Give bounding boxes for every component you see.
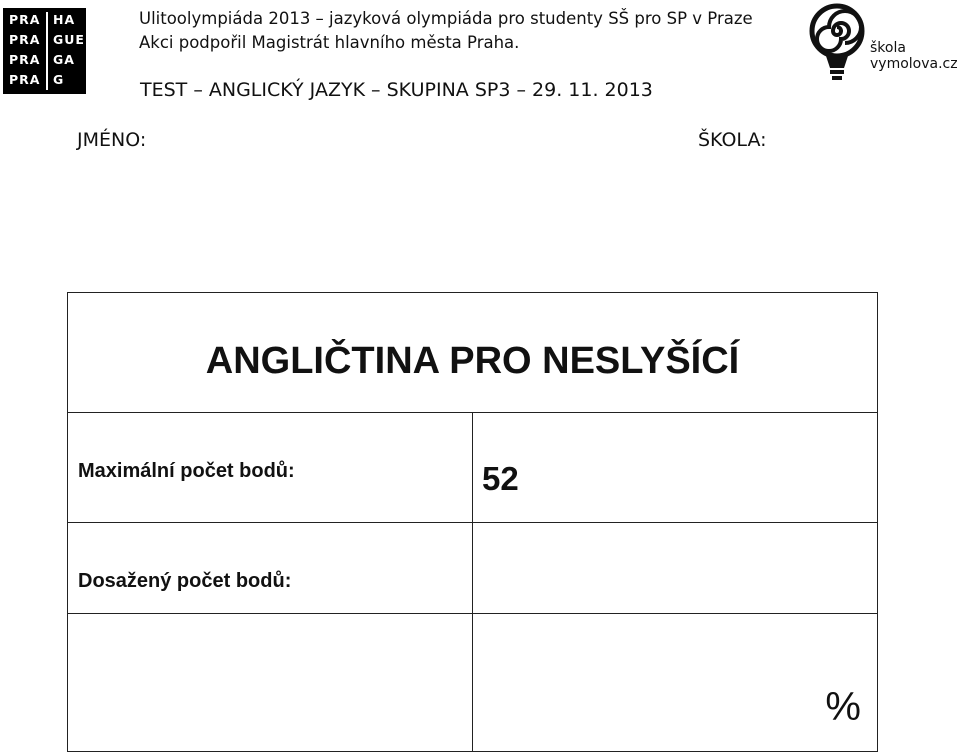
praha-logo <box>3 8 86 94</box>
school-logo-text: vymolova.cz <box>870 56 958 72</box>
logo-text: PRA <box>9 72 41 87</box>
logo-divider <box>46 12 48 90</box>
school-label: ŠKOLA: <box>698 129 767 151</box>
header-line-sponsor: Akci podpořil Magistrát hlavního města Praha. <box>139 33 520 52</box>
logo-text: HA <box>53 12 76 27</box>
logo-text: GA <box>53 52 75 67</box>
name-label: JMÉNO: <box>77 129 147 151</box>
logo-text: PRA <box>9 12 41 27</box>
percent-sign: % <box>825 685 861 729</box>
school-logo-text: škola <box>870 40 906 56</box>
test-title: TEST – ANGLICKÝ JAZYK – SKUPINA SP3 – 29. 11. 2013 <box>140 79 653 101</box>
spiral-lightbulb-icon <box>808 2 868 82</box>
header-line-olympiad: Ulitoolympiáda 2013 – jazyková olympiáda pro studenty SŠ pro SP v Praze <box>139 9 753 28</box>
logo-text: PRA <box>9 52 41 67</box>
table-column-divider <box>472 412 473 752</box>
logo-text: PRA <box>9 32 41 47</box>
score-table <box>67 292 878 752</box>
max-points-value: 52 <box>482 460 519 497</box>
max-points-label: Maximální počet bodů: <box>78 460 295 482</box>
achieved-points-label: Dosažený počet bodů: <box>78 570 292 592</box>
logo-text: GUE <box>53 32 85 47</box>
table-title: ANGLIČTINA PRO NESLYŠÍCÍ <box>205 340 740 382</box>
school-logo <box>808 2 958 82</box>
logo-text: G <box>53 72 65 87</box>
